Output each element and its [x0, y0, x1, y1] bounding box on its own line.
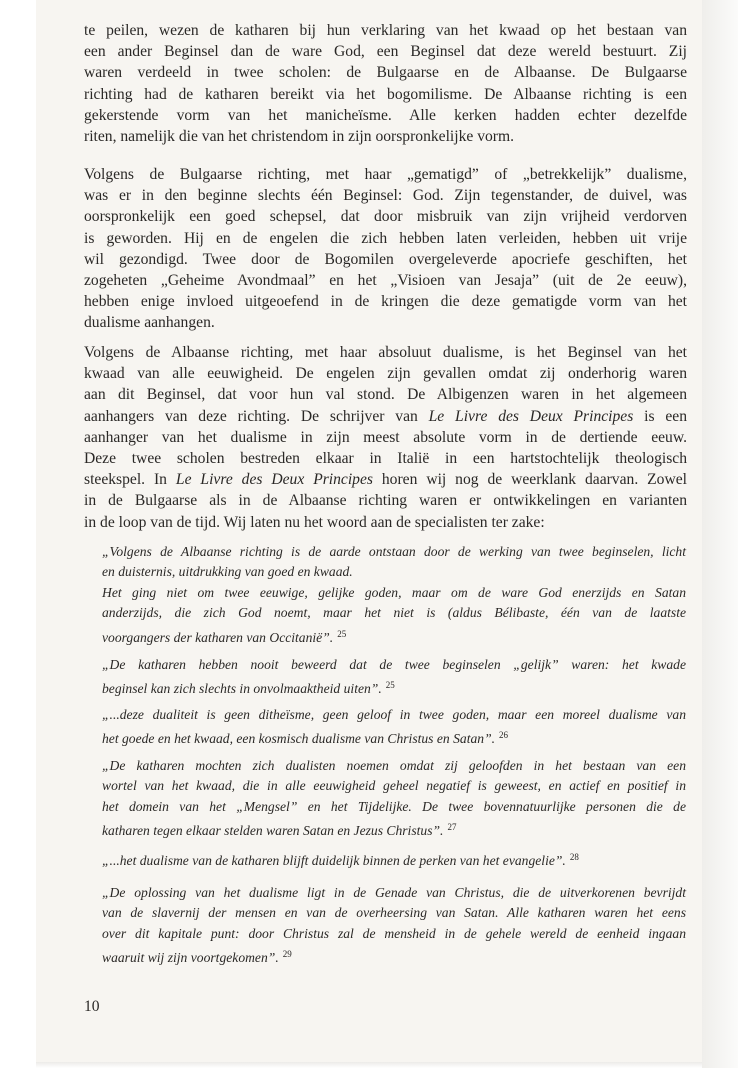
quote-line: van de slavernij der mensen en van de overheersing van Satan. Alle katharen waren het eens	[102, 905, 686, 921]
text-line: dualisme aanhangen.	[84, 314, 215, 332]
quote-line: over dit kapitale punt: door Christus zal de mensheid in de gehele wereld de eenheid ingaan	[102, 925, 686, 941]
quote-text: „...het dualisme van de katharen blijft duidelijk binnen de perken van het evangelie”.	[102, 853, 566, 868]
text-line: wil gezondigd. Twee door de Bogomilen overgeleverde apocriefe geschiften, het	[84, 250, 687, 268]
text-line: Deze twee scholen bestreden elkaar in Italië in een hartstochtelijk theologisch	[84, 450, 687, 468]
quote-text: voorgangers der katharen van Occitanië”.	[102, 629, 334, 645]
text-run: aanhangers van deze richting. De schrijver van	[84, 407, 429, 425]
page-number: 10	[84, 998, 100, 1015]
paragraph-3	[84, 342, 687, 533]
text-line: te peilen, wezen de katharen bij hun verklaring van het kwaad op het bestaan van	[84, 22, 687, 39]
text-line: hebben enige invloed uitgeoefend in de kringen die deze gematigde vorm van het	[84, 293, 687, 311]
quote-2	[102, 655, 686, 700]
quote-text: beginsel kan zich slechts in onvolmaaktheid uiten”.	[102, 681, 382, 697]
text-line: gekerstende vorm van het manicheïsme. Alle kerken hadden echter dezelfde	[84, 106, 687, 124]
quote-line: wortel van het kwaad, die in alle eeuwigheid geheel negatief is geweest, en actief en positief in	[102, 778, 686, 794]
book-title: Le Livre des Deux Principes	[175, 471, 373, 489]
text-line: zogeheten „Geheime Avondmaal” en het „Visioen van Jesaja” (uit de 2e eeuw),	[84, 272, 687, 290]
text-line: waren verdeeld in twee scholen: de Bulgaarse en de Albaanse. De Bulgaarse	[84, 64, 687, 82]
text-line: oorspronkelijk een goed schepsel, dat door misbruik van zijn vrijheid verdorven	[84, 208, 687, 226]
quote-line: anderzijds, die zich God noemt, maar het niet is (aldus Bélibaste, één van de laatste	[102, 605, 686, 621]
text-line: in de Bulgaarse als in de Albaanse richting waren er ontwikkelingen en varianten	[84, 492, 687, 510]
text-run: steekspel. In	[84, 471, 176, 489]
text-line: in de loop van de tijd. Wij laten nu het woord aan de specialisten ter zake:	[84, 513, 545, 531]
quote-line	[102, 624, 686, 648]
quote-line: en duisternis, uitdrukking van goed en kwaad.	[102, 564, 353, 580]
text-line: Volgens de Albaanse richting, met haar absoluut dualisme, is het Beginsel van het	[84, 344, 687, 361]
quote-4	[102, 756, 686, 842]
footnote-marker: 27	[447, 822, 457, 833]
quote-6	[102, 883, 686, 969]
quote-5	[102, 847, 686, 871]
text-line	[84, 406, 687, 427]
quote-line	[102, 817, 686, 841]
text-line: richting had de katharen bereikt via het bogomilisme. De Albaanse richting is een	[84, 85, 687, 103]
page-edge-shadow	[702, 0, 738, 1068]
text-line: kwaad van alle eeuwigheid. De engelen zijn gevallen omdat zij onderhorig waren	[84, 365, 687, 383]
quote-text: katharen tegen elkaar stelden waren Satan en Jezus Christus”.	[102, 823, 444, 839]
quote-line	[102, 847, 686, 871]
text-run: is een	[633, 407, 687, 425]
text-line: was er in den beginne slechts één Beginsel: God. Zijn tegenstander, de duivel, was	[84, 187, 687, 205]
quote-line	[102, 725, 686, 749]
footnote-marker: 28	[569, 852, 579, 862]
quote-1	[102, 542, 686, 648]
paragraph-1	[84, 20, 687, 147]
quote-line: het domein van het „Mengsel” en het Tijdelijke. De twee bovennatuurlijke personen die de	[102, 798, 686, 814]
footnote-marker: 25	[385, 680, 395, 691]
quote-line: „De katharen mochten zich dualisten noemen omdat zij geloofden in het bestaan van een	[102, 758, 686, 773]
quote-text: het goede en het kwaad, een kosmisch dualisme van Christus en Satan”.	[102, 731, 496, 747]
quote-line: Het ging niet om twee eeuwige, gelijke goden, maar om de ware God enerzijds en Satan	[102, 584, 686, 600]
quote-text: waaruit wij zijn voortgekomen”.	[102, 950, 279, 966]
quote-line: „Volgens de Albaanse richting is de aarde ontstaan door de werking van twee beginselen, licht	[102, 544, 686, 559]
quote-line: „...deze dualiteit is geen ditheïsme, geen geloof in twee goden, maar een moreel dualisme van	[102, 707, 686, 722]
footnote-marker: 26	[499, 730, 509, 741]
quote-line: „De oplossing van het dualisme ligt in de Genade van Christus, die de uitverkorenen bevrijdt	[102, 885, 686, 900]
quote-line	[102, 944, 686, 968]
page-bottom-shadow	[36, 1062, 702, 1068]
footnote-marker: 29	[282, 949, 292, 960]
footnote-marker: 25	[337, 628, 347, 639]
text-line: riten, namelijk die van het christendom in zijn oorspronkelijke vorm.	[84, 128, 515, 146]
text-line: aanhanger van het dualisme in zijn meest absolute vorm in de dertiende eeuw.	[84, 428, 687, 446]
paragraph-2	[84, 164, 687, 334]
quote-line	[102, 675, 686, 699]
text-line: is geworden. Hij en de engelen die zich hebben laten verleiden, hebben uit vrije	[84, 229, 687, 247]
text-line: Volgens de Bulgaarse richting, met haar „gematigd” of „betrekkelijk” dualisme,	[84, 166, 687, 183]
text-run: horen wij nog de weerklank daarvan. Zowel	[372, 471, 687, 489]
text-line: aan dit Beginsel, dat voor hun val stond. De Albigenzen waren in het algemeen	[84, 386, 687, 404]
quote-3	[102, 705, 686, 750]
quote-line: „De katharen hebben nooit beweerd dat de twee beginselen „gelijk” waren: het kwade	[102, 657, 686, 672]
book-title: Le Livre des Deux Principes	[428, 407, 634, 425]
text-line: een ander Beginsel dan de ware God, een Beginsel dat deze wereld bestuurt. Zij	[84, 43, 687, 61]
text-line	[84, 469, 687, 490]
